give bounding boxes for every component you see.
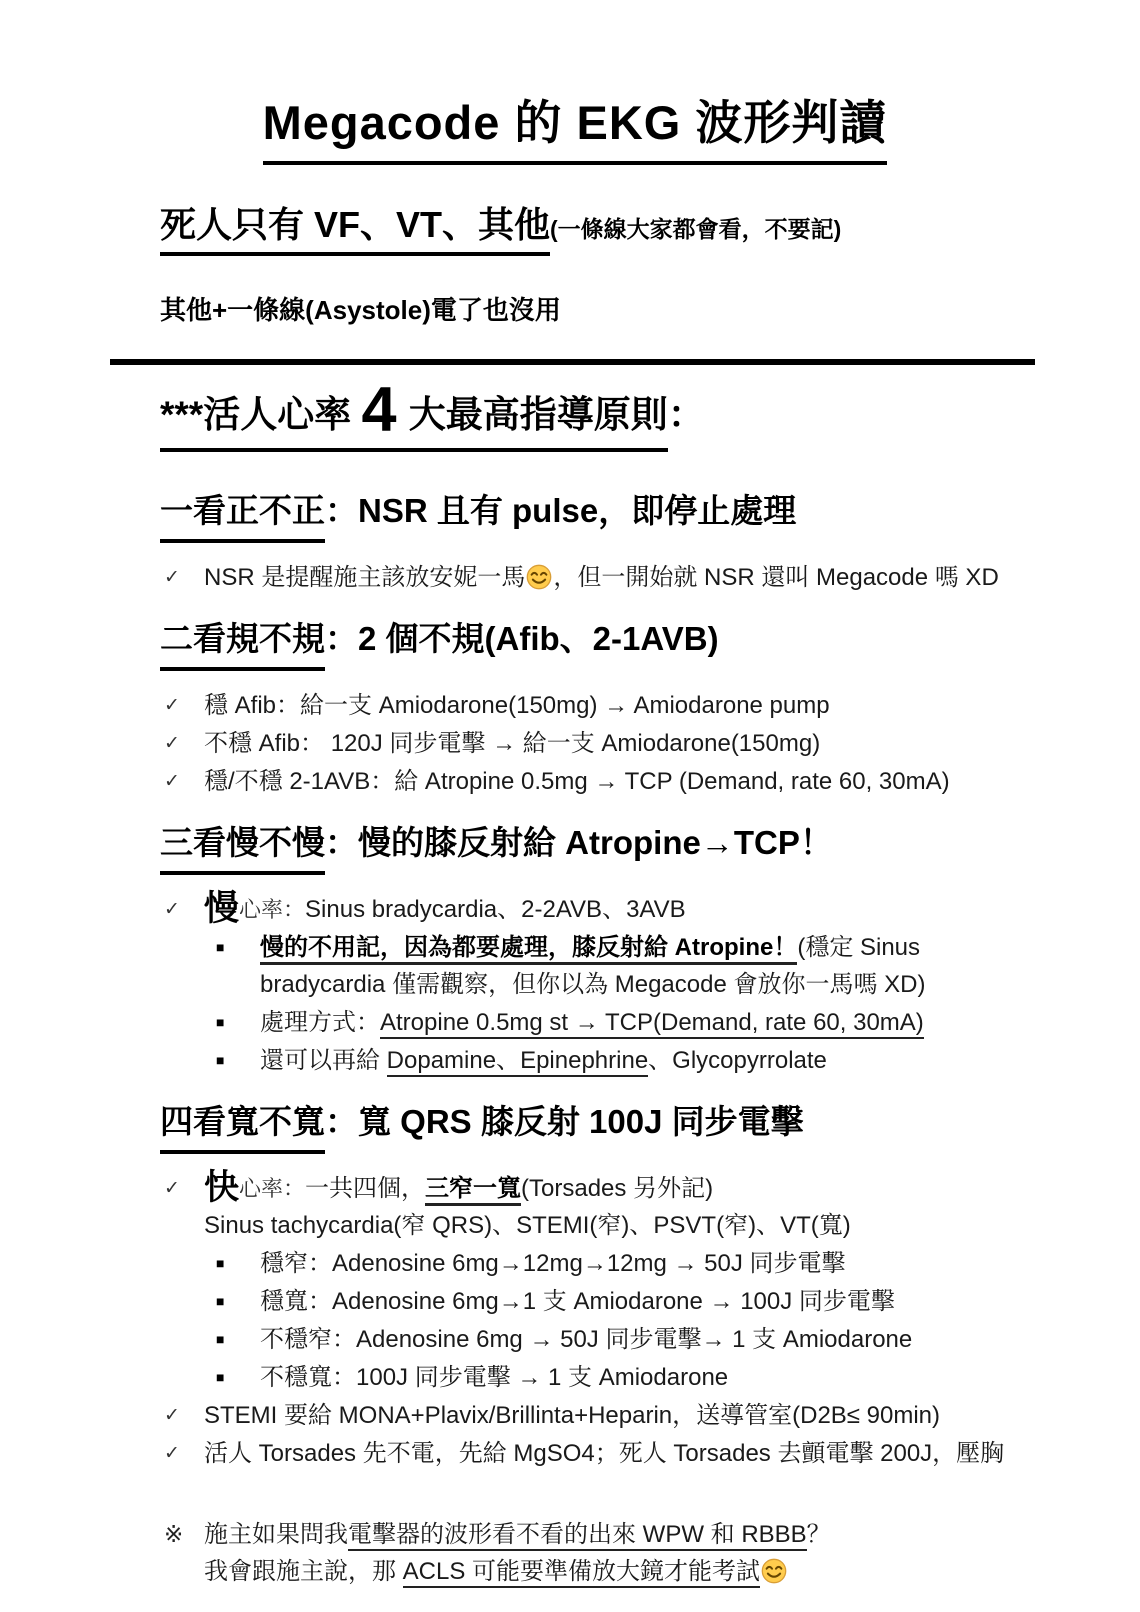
footnote-line-1 [204,1516,1020,1553]
square-bullet-icon: ■ [216,1254,225,1271]
bullet-text-segment: 心率： [239,1175,306,1201]
bullet-text: 穩/不穩 2-1AVB：給 Atropine 0.5mg → TCP (Demand, rate 60, 30mA) [204,767,950,795]
emphasis-fast-char: 快 [204,1167,240,1207]
bullet-text: 活人 Torsades 先不電，先給 MgSO4；死人 Torsades 去顫電擊 200J，壓胸 [204,1439,1005,1467]
title-container [130,86,1020,165]
bullet-text [204,888,1020,928]
footnote-text-underlined: ACLS 可能要準備放大鏡才能考試 [403,1558,760,1588]
check-icon: ✓ [164,1442,180,1464]
bullet-text [260,1042,1020,1079]
smiling-face-emoji [761,1558,787,1584]
list-item [216,1283,1020,1320]
bullet-text [204,1167,1020,1244]
bullet-text: 不穩寬：100J 同步電擊 → 1 支 Amiodarone [260,1363,729,1391]
list-item [160,559,1020,596]
bullet-text: 穩寬：Adenosine 6mg→1 支 Amiodarone → 100J 同步電擊 [260,1287,895,1315]
bullet-text [204,559,1020,596]
bullet-text: 穩 Afib：給一支 Amiodarone(150mg) → Amiodarone pump [204,691,830,719]
footnote-text-underlined: 電擊器的波形看不看的出來 WPW 和 RBBB [348,1521,807,1551]
list-item [216,1359,1020,1396]
bullet-text-segment: 處理方式： [260,1008,380,1036]
bullet-text: 穩窄：Adenosine 6mg→12mg→12mg → 50J 同步電擊 [260,1249,846,1277]
bullet-text-segment: 、Glycopyrrolate [648,1046,827,1074]
footnote-text [204,1516,1020,1590]
list-item [216,1042,1020,1079]
dead-rhythm-heading [160,203,1020,256]
dead-rhythm-heading-paren: (一條線大家都會看，不要記) [550,216,842,242]
section-1-heading [160,490,1020,543]
section-2-heading-rest: ：2 個不規(Afib、2-1AVB) [325,620,719,658]
bullet-text-underlined: 慢的不用記，因為都要處理，膝反射給 Atropine！ [260,934,797,965]
list-item [216,1004,1020,1041]
square-bullet-icon: ■ [216,938,225,955]
alive-principles-heading [160,375,1020,452]
footnote-text-segment: ？ [806,1520,831,1548]
list-item [160,687,1020,724]
section-divider [110,359,1035,365]
bullet-line: bradycardia 僅需觀察，但你以為 Megacode 會放你一馬嗎 XD) [260,970,926,998]
list-item [216,1321,1020,1358]
check-icon: ✓ [164,694,180,716]
section-1-heading-underlined: 一看正不正 [160,490,325,543]
list-item [160,1435,1020,1472]
smiling-face-emoji [526,564,552,590]
square-bullet-icon: ■ [216,1292,225,1309]
bullet-text: 不穩窄：Adenosine 6mg → 50J 同步電擊→ 1 支 Amiodarone [260,1325,913,1353]
check-icon: ✓ [164,898,180,920]
square-bullet-icon: ■ [216,1013,225,1030]
footnote-text-segment: 我會跟施主說，那 [204,1557,403,1585]
section-4-heading-underlined: 四看寬不寬 [160,1101,325,1154]
bullet-text: STEMI 要給 MONA+Plavix/Brillinta+Heparin，送導管室(D2B≤ 90min) [204,1401,941,1429]
list-item [216,929,1020,1003]
bullet-text-segment: 一共四個， [305,1174,426,1202]
check-icon: ✓ [164,1404,180,1426]
heading-colon: ： [667,394,705,436]
bullet-line [260,929,1020,966]
asystole-note: 其他+一條線(Asystole)電了也沒用 [160,295,561,326]
check-icon: ✓ [164,732,180,754]
section-3-heading-underlined: 三看慢不慢 [160,822,325,875]
heading-text-post: 大最高指導原則 [398,394,668,436]
bullet-text-underlined: Atropine 0.5mg st → TCP(Demand, rate 60, 30mA) [380,1009,924,1039]
check-icon: ✓ [164,770,180,792]
section-3-heading [160,822,1020,875]
big-number-4: 4 [361,375,399,446]
section-3-heading-rest: ：慢的膝反射給 Atropine→TCP！ [325,823,833,861]
bullet-text-segment: (穩定 Sinus [797,933,921,961]
bullet-text [260,929,1020,1003]
emphasis-slow-char: 慢 [204,888,240,928]
square-bullet-icon: ■ [216,1368,225,1385]
bullet-text-underlined: 三窄一寬 [425,1175,521,1206]
check-icon: ✓ [164,567,180,589]
bullet-text [260,1004,1020,1041]
square-bullet-icon: ■ [216,1330,225,1347]
bullet-text-segment: 心率： [239,896,306,922]
bullet-line: Sinus tachycardia(窄 QRS)、STEMI(窄)、PSVT(窄)、VT(寬) [204,1211,851,1239]
list-item [160,763,1020,800]
dead-rhythm-heading-main: 死人只有 VF、VT、其他 [160,203,550,256]
square-bullet-icon: ■ [216,1051,225,1068]
bullet-text-underlined: Dopamine、Epinephrine [387,1047,649,1077]
heading-text-pre: ***活人心率 [160,394,362,436]
section-2-heading-underlined: 二看規不規 [160,618,325,671]
section-4-heading-rest: ：寬 QRS 膝反射 100J 同步電擊 [325,1102,804,1140]
section-4-heading [160,1101,1020,1154]
list-item [160,725,1020,762]
section-1-heading-rest: ：NSR 且有 pulse，即停止處理 [325,492,797,530]
bullet-text: 不穩 Afib： 120J 同步電擊 → 給一支 Amiodarone(150mg) [204,729,821,757]
bullet-text-segment: Sinus bradycardia、2-2AVB、3AVB [305,895,686,923]
list-item [160,1397,1020,1434]
footnote [160,1516,1020,1590]
alive-principles-heading-underlined [160,375,668,452]
section-2-heading [160,618,1020,671]
footnote-line-2 [204,1553,1020,1590]
list-item [160,1167,1020,1244]
page-title: Megacode 的 EKG 波形判讀 [263,86,888,165]
list-item [216,1245,1020,1282]
bullet-text-segment: ，但一開始就 NSR 還叫 Megacode 嗎 XD [553,564,999,592]
bullet-text-segment: (Torsades 另外記) [521,1174,714,1202]
bullet-line [204,1167,1020,1207]
check-icon: ✓ [164,1177,180,1199]
footnote-text-segment: 施主如果問我 [204,1520,348,1548]
bullet-text-segment: NSR 是提醒施主該放安妮一馬 [204,564,526,592]
list-item [160,888,1020,928]
bullet-text-segment: 還可以再給 [260,1046,387,1074]
reference-mark-icon: ※ [164,1520,184,1547]
